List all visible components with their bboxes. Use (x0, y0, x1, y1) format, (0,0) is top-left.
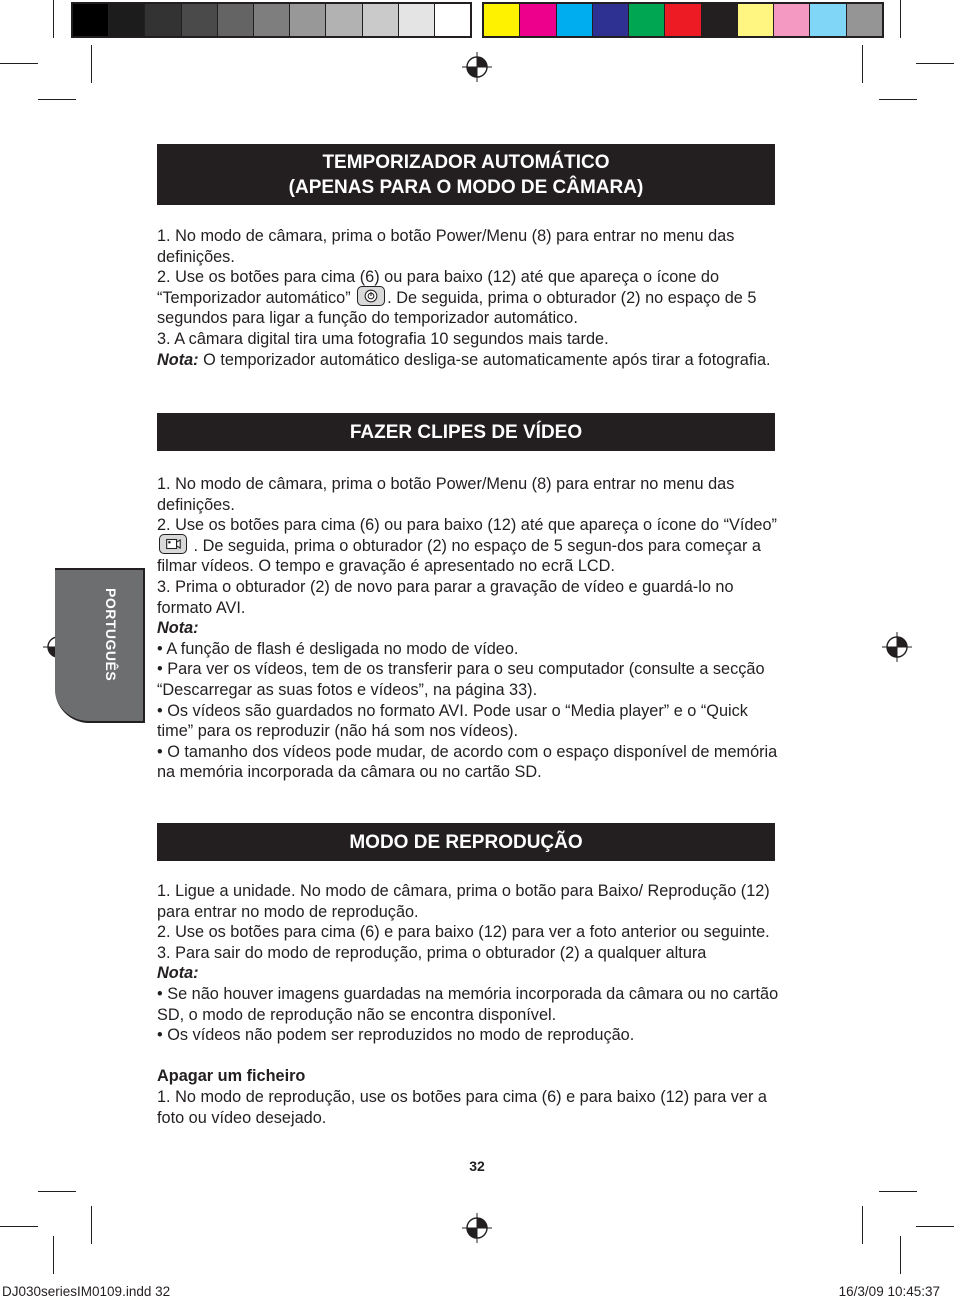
paragraph (157, 515, 779, 577)
color-swatch (810, 4, 846, 36)
section-heading-line: TEMPORIZADOR AUTOMÁTICO (322, 151, 610, 173)
paragraph: 3. Prima o obturador (2) de novo para parar a gravação de vídeo e guardá-lo no formato AVI. (157, 578, 734, 617)
paragraph: 2. Use os botões para cima (6) e para baixo (12) para ver a foto anterior ou seguinte. (157, 923, 770, 942)
color-swatch (326, 4, 362, 36)
note (157, 350, 779, 371)
paragraph: 1. No modo de reprodução, use os botões para cima (6) e para baixo (12) para ver a foto ou vídeo desejado. (157, 1087, 767, 1127)
section-heading-line: MODO DE REPRODUÇÃO (349, 831, 583, 853)
color-swatch (290, 4, 326, 36)
paragraph: 3. A câmara digital tira uma fotografia 10 segundos mais tarde. (157, 330, 609, 349)
color-swatch (399, 4, 435, 36)
timer-instructions (157, 226, 779, 370)
paragraph: 3. Para sair do modo de reprodução, prima o obturador (2) a qualquer altura (157, 943, 707, 962)
paragraph: 1. Ligue a unidade. No modo de câmara, prima o botão para Baixo/ Reprodução (12) para entrar no modo de reprodução. (157, 882, 770, 921)
spacer (157, 1046, 779, 1067)
section-heading-line: (APENAS PARA O MODO DE CÂMARA) (288, 176, 644, 198)
crop-mark (879, 1191, 917, 1192)
crop-mark (53, 0, 54, 38)
crop-mark (900, 0, 901, 38)
crop-mark (53, 1236, 54, 1274)
crop-mark (900, 1236, 901, 1274)
bullet: • A função de flash é desligada no modo de vídeo. (157, 639, 519, 658)
bullet: • Para ver os vídeos, tem de os transferir para o seu computador (consulte a secção “Descarregar as suas fotos e vídeos”, na página 33). (157, 660, 765, 700)
crop-mark (91, 45, 92, 83)
registration-mark-icon (462, 1213, 492, 1243)
footer-file-name: DJ030seriesIM0109.indd 32 (2, 1284, 171, 1299)
note-label: Nota: (157, 964, 199, 983)
color-swatch (145, 4, 181, 36)
footer-datetime: 16/3/09 10:45:37 (838, 1284, 940, 1299)
color-swatch (254, 4, 290, 36)
bullet: • Os vídeos são guardados no formato AVI. Pode usar o “Media player” e o “Quick time” para os reproduzir (não há som nos vídeos). (157, 701, 748, 741)
video-icon (159, 534, 187, 554)
crop-mark (38, 1191, 76, 1192)
text-run: 2. Use os botões para cima (6) ou para baixo (12) até que apareça o ícone do “Vídeo” (157, 516, 777, 535)
registration-mark-icon (882, 632, 912, 662)
text-run: 2. Use os botões para cima (6) ou para baixo (12) até que apareça o ícone do “Temporizador automático” (157, 268, 720, 307)
color-swatch (847, 4, 882, 36)
note-text: O temporizador automático desliga-se automaticamente após tirar a fotografia. (198, 350, 771, 369)
color-swatch (629, 4, 665, 36)
section-heading-playback (157, 823, 775, 861)
sub-heading: Apagar um ficheiro (157, 1067, 306, 1086)
section-heading-line: FAZER CLIPES DE VÍDEO (349, 421, 583, 443)
video-instructions (157, 474, 779, 783)
color-swatch (73, 4, 109, 36)
crop-mark (879, 99, 917, 100)
crop-mark (862, 1206, 863, 1244)
crop-mark (916, 63, 954, 64)
language-tab (55, 568, 145, 723)
crop-mark (91, 1206, 92, 1244)
color-swatch (774, 4, 810, 36)
bullet: • Se não houver imagens guardadas na memória incorporada da câmara ou no cartão SD, o modo de reprodução não se encontra disponível. (157, 984, 779, 1024)
text-run: . De seguida, prima o obturador (2) no espaço de 5 segun-dos para começar a filmar vídeos. O tempo e gravação é apresentado no ecrã LCD. (157, 536, 761, 576)
page-number: 32 (469, 1158, 485, 1174)
note-label: Nota: (157, 350, 199, 369)
paragraph: 1. No modo de câmara, prima o botão Power/Menu (8) para entrar no menu das definições. (157, 227, 735, 266)
color-swatch (363, 4, 399, 36)
paragraph (157, 267, 779, 329)
paragraph: 1. No modo de câmara, prima o botão Power/Menu (8) para entrar no menu das definições. (157, 475, 735, 514)
grayscale-calibration-bar (71, 2, 472, 38)
color-swatch (520, 4, 556, 36)
crop-mark (0, 1226, 38, 1227)
color-swatch (109, 4, 145, 36)
color-swatch (182, 4, 218, 36)
color-swatch (218, 4, 254, 36)
section-heading-timer (157, 144, 775, 205)
color-swatch (738, 4, 774, 36)
color-swatch (557, 4, 593, 36)
crop-mark (38, 99, 76, 100)
note-label: Nota: (157, 619, 199, 638)
self-timer-icon (357, 286, 385, 306)
crop-mark (916, 1226, 954, 1227)
language-tab-label: PORTUGUÊS (103, 588, 119, 682)
color-calibration-bar (482, 2, 884, 38)
color-swatch (484, 4, 520, 36)
bullet: • O tamanho dos vídeos pode mudar, de acordo com o espaço disponível de memória na memória incorporada da câmara ou no cartão SD. (157, 742, 778, 782)
color-swatch (665, 4, 701, 36)
color-swatch (593, 4, 629, 36)
section-heading-video (157, 413, 775, 451)
playback-instructions (157, 881, 779, 1128)
color-swatch (435, 4, 470, 36)
text-run: . De seguida, prima o obturador (2) no espaço de 5 segundos para ligar a função do temporizador automático. (157, 288, 757, 328)
crop-mark (862, 45, 863, 83)
registration-mark-icon (462, 52, 492, 82)
crop-mark (0, 63, 38, 64)
color-swatch (702, 4, 738, 36)
bullet: • Os vídeos não podem ser reproduzidos no modo de reprodução. (157, 1026, 635, 1045)
